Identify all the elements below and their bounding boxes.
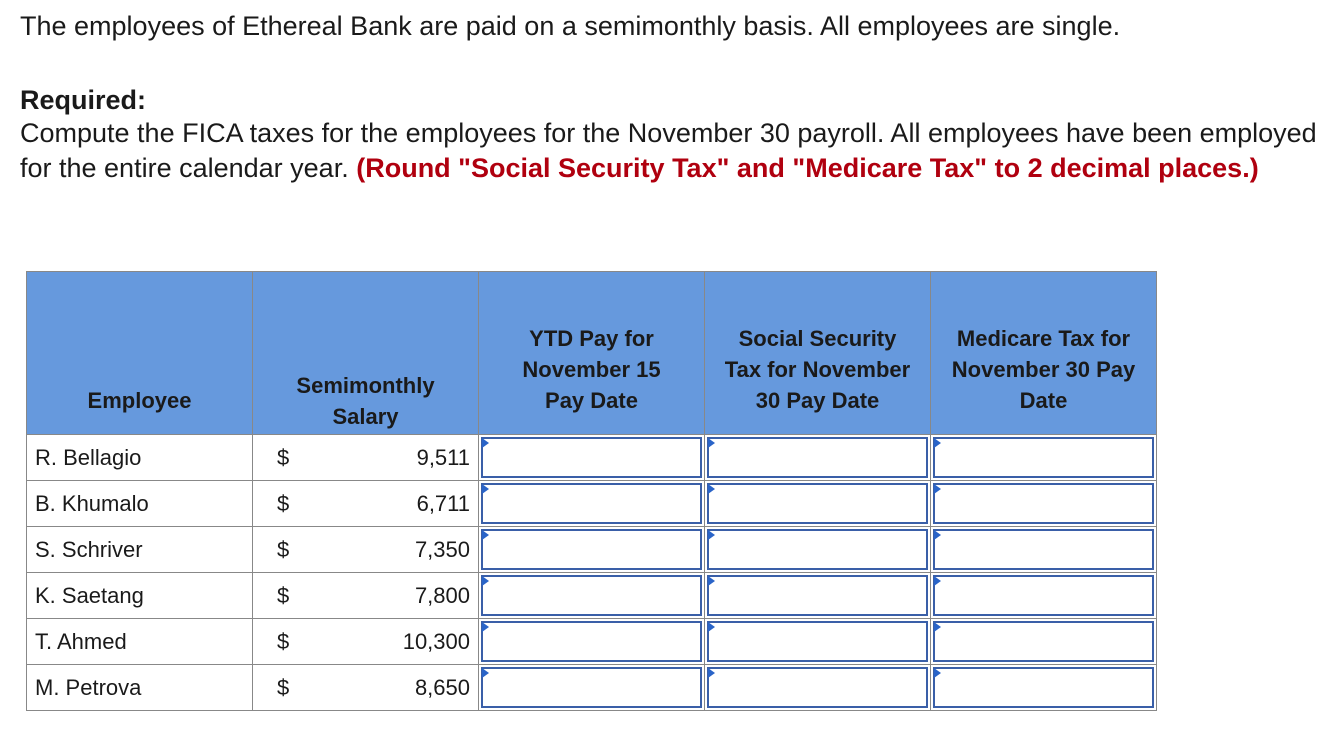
medicare-tax-input[interactable] xyxy=(933,667,1154,708)
employee-name: M. Petrova xyxy=(27,665,253,711)
salary-amount: 7,350 xyxy=(414,536,470,562)
cell-marker-icon xyxy=(934,530,941,540)
cell-marker-icon xyxy=(482,622,489,632)
social-security-tax-input[interactable] xyxy=(707,575,928,616)
social-security-tax-cell xyxy=(705,665,931,711)
ytd-pay-cell xyxy=(479,573,705,619)
currency-symbol: $ xyxy=(277,490,290,516)
header-ytd-pay xyxy=(479,272,705,435)
table-row xyxy=(27,573,1157,619)
table-row xyxy=(27,435,1157,481)
problem-intro: The employees of Ethereal Bank are paid on a semimonthly basis. All employees are single. xyxy=(20,11,1121,41)
social-security-tax-cell xyxy=(705,435,931,481)
table-row xyxy=(27,665,1157,711)
cell-marker-icon xyxy=(934,484,941,494)
salary-cell xyxy=(253,573,479,619)
header-semimonthly-salary xyxy=(253,272,479,435)
cell-marker-icon xyxy=(934,622,941,632)
medicare-tax-cell xyxy=(931,481,1157,527)
medicare-tax-input[interactable] xyxy=(933,529,1154,570)
header-medicare-label: Medicare Tax for November 30 Pay Date xyxy=(951,326,1136,413)
salary-cell xyxy=(253,619,479,665)
ytd-pay-cell xyxy=(479,665,705,711)
employee-name: S. Schriver xyxy=(27,527,253,573)
salary-cell xyxy=(253,527,479,573)
salary-amount: 9,511 xyxy=(416,444,470,470)
social-security-tax-cell xyxy=(705,619,931,665)
cell-marker-icon xyxy=(708,622,715,632)
salary-amount: 8,650 xyxy=(414,674,470,700)
cell-marker-icon xyxy=(482,438,489,448)
ytd-pay-input[interactable] xyxy=(481,667,702,708)
currency-symbol: $ xyxy=(277,536,290,562)
salary-cell xyxy=(253,435,479,481)
cell-marker-icon xyxy=(934,438,941,448)
cell-marker-icon xyxy=(708,668,715,678)
salary-value-wrap xyxy=(253,583,478,609)
currency-symbol: $ xyxy=(277,582,290,608)
cell-marker-icon xyxy=(934,576,941,586)
fica-table xyxy=(26,271,1157,711)
ytd-pay-cell xyxy=(479,619,705,665)
employee-name: K. Saetang xyxy=(27,573,253,619)
ytd-pay-cell xyxy=(479,527,705,573)
cell-marker-icon xyxy=(708,438,715,448)
salary-cell xyxy=(253,665,479,711)
rounding-note: (Round "Social Security Tax" and "Medicare Tax" to 2 decimal places.) xyxy=(356,153,1259,183)
cell-marker-icon xyxy=(708,484,715,494)
currency-symbol: $ xyxy=(277,444,290,470)
medicare-tax-input[interactable] xyxy=(933,437,1154,478)
medicare-tax-cell xyxy=(931,435,1157,481)
salary-value-wrap xyxy=(253,629,478,655)
header-salary-label: Semimonthly Salary xyxy=(296,373,435,429)
social-security-tax-cell xyxy=(705,481,931,527)
header-ytd-label: YTD Pay for November 15 Pay Date xyxy=(522,326,661,413)
ytd-pay-input[interactable] xyxy=(481,575,702,616)
salary-value-wrap xyxy=(253,537,478,563)
ytd-pay-input[interactable] xyxy=(481,483,702,524)
social-security-tax-input[interactable] xyxy=(707,621,928,662)
salary-amount: 7,800 xyxy=(414,582,470,608)
social-security-tax-input[interactable] xyxy=(707,667,928,708)
social-security-tax-input[interactable] xyxy=(707,529,928,570)
table-header-row xyxy=(27,272,1157,435)
salary-value-wrap xyxy=(253,491,478,517)
social-security-tax-cell xyxy=(705,527,931,573)
social-security-tax-input[interactable] xyxy=(707,483,928,524)
employee-name: R. Bellagio xyxy=(27,435,253,481)
currency-symbol: $ xyxy=(277,628,290,654)
cell-marker-icon xyxy=(708,530,715,540)
salary-cell xyxy=(253,481,479,527)
instructions xyxy=(20,116,1330,186)
salary-value-wrap xyxy=(253,675,478,701)
medicare-tax-cell xyxy=(931,573,1157,619)
medicare-tax-input[interactable] xyxy=(933,621,1154,662)
social-security-tax-input[interactable] xyxy=(707,437,928,478)
table-row xyxy=(27,527,1157,573)
ytd-pay-input[interactable] xyxy=(481,621,702,662)
cell-marker-icon xyxy=(482,484,489,494)
cell-marker-icon xyxy=(482,576,489,586)
salary-amount: 10,300 xyxy=(402,628,470,654)
medicare-tax-input[interactable] xyxy=(933,483,1154,524)
table-body xyxy=(27,435,1157,711)
required-heading: Required: xyxy=(20,85,147,115)
header-employee: Employee xyxy=(27,272,253,435)
social-security-tax-cell xyxy=(705,573,931,619)
ytd-pay-cell xyxy=(479,435,705,481)
ytd-pay-input[interactable] xyxy=(481,437,702,478)
salary-value-wrap xyxy=(253,445,478,471)
header-medicare-tax xyxy=(931,272,1157,435)
header-social-security-tax xyxy=(705,272,931,435)
salary-amount: 6,711 xyxy=(416,490,470,516)
cell-marker-icon xyxy=(708,576,715,586)
currency-symbol: $ xyxy=(277,674,290,700)
medicare-tax-input[interactable] xyxy=(933,575,1154,616)
instructions-text: Compute the FICA taxes for the employees for the November 30 payroll. All employees have been employed for the entire calendar year. xyxy=(20,118,1317,183)
medicare-tax-cell xyxy=(931,619,1157,665)
ytd-pay-input[interactable] xyxy=(481,529,702,570)
cell-marker-icon xyxy=(482,530,489,540)
cell-marker-icon xyxy=(934,668,941,678)
employee-name: T. Ahmed xyxy=(27,619,253,665)
employee-name: B. Khumalo xyxy=(27,481,253,527)
medicare-tax-cell xyxy=(931,665,1157,711)
ytd-pay-cell xyxy=(479,481,705,527)
table-row xyxy=(27,481,1157,527)
medicare-tax-cell xyxy=(931,527,1157,573)
cell-marker-icon xyxy=(482,668,489,678)
header-ss-label: Social Security Tax for November 30 Pay Date xyxy=(724,326,911,413)
table-row xyxy=(27,619,1157,665)
